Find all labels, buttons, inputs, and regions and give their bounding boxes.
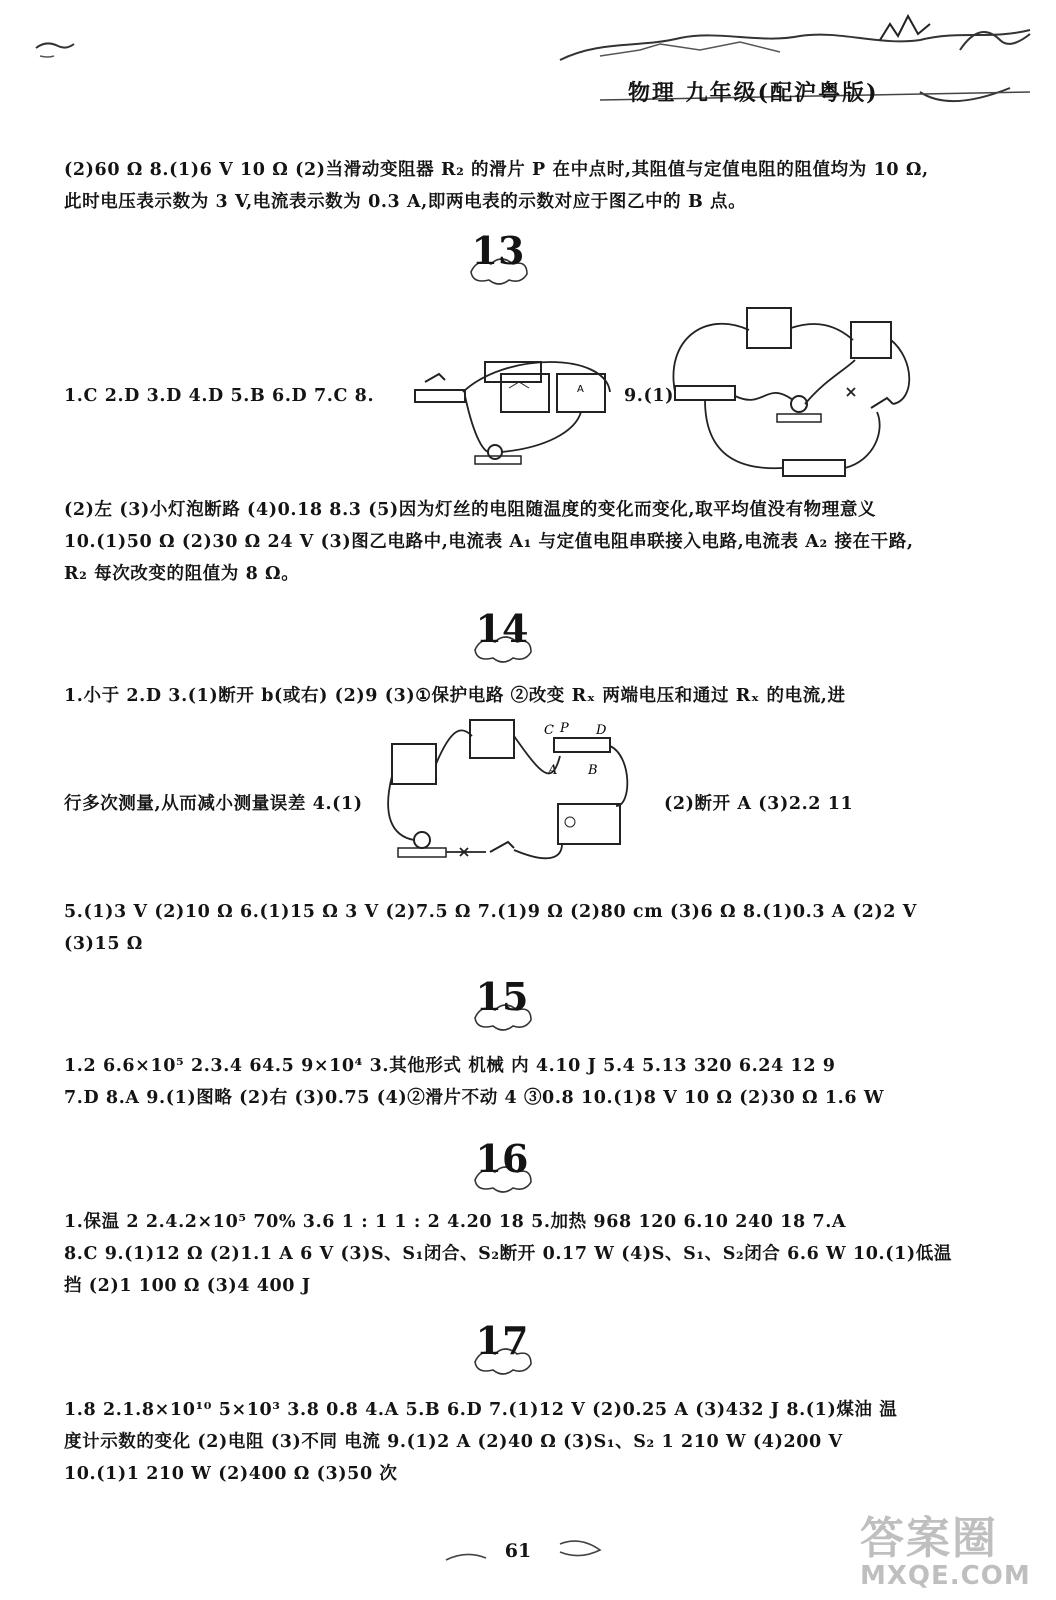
rheostat (675, 386, 735, 400)
bulb (791, 396, 807, 412)
circuit-diagram-q9 (665, 300, 915, 485)
watermark-title: 答案圈 (860, 1513, 998, 1564)
answer-line: 1.8 2.1.8×10¹⁰ 5×10³ 3.8 0.8 4.A 5.B 6.D 7.(1)12 V (2)0.25 A (3)432 J 8.(1)煤油 温 (64, 1400, 898, 1420)
answer-line: 1.保温 2 2.4.2×10⁵ 70% 3.6 1 : 1 1 : 2 4.20 18 5.加热 968 120 6.10 240 18 7.A (64, 1212, 847, 1232)
page-number: 61 (504, 1540, 532, 1562)
answer-line: 度计示数的变化 (2)电阻 (3)不同 电流 9.(1)2 A (2)40 Ω (3)S₁、S₂ 1 210 W (4)200 V (64, 1432, 843, 1452)
answer-line: 9.(1) (624, 386, 675, 406)
answer-line: (3)15 Ω (64, 934, 143, 954)
answer-line: (2)断开 A (3)2.2 11 (664, 794, 854, 814)
bulb (488, 445, 502, 459)
label-p: P (560, 721, 569, 736)
battery-box (485, 362, 541, 382)
bulb (414, 832, 430, 848)
power-supply (558, 804, 620, 844)
answer-line: 10.(1)1 210 W (2)400 Ω (3)50 次 (64, 1464, 398, 1484)
label-c: C (544, 723, 554, 738)
label-b: B (588, 763, 598, 778)
answer-line: 1.2 6.6×10⁵ 2.3.4 64.5 9×10⁴ 3.其他形式 机械 内 4.10 J 5.4 5.13 320 6.24 12 9 (64, 1056, 836, 1076)
answer-line: 8.C 9.(1)12 Ω (2)1.1 A 6 V (3)S、S₁闭合、S₂断开 0.17 W (4)S、S₁、S₂闭合 6.6 W 10.(1)低温 (64, 1244, 952, 1264)
section-number-13: 13 (463, 226, 533, 290)
switch (490, 842, 514, 852)
answer-line: R₂ 每次改变的阻值为 8 Ω。 (64, 564, 300, 584)
answer-line: (2)左 (3)小灯泡断路 (4)0.18 8.3 (5)因为灯丝的电阻随温度的变化而变化,取平均值没有物理意义 (64, 500, 877, 520)
label-d: D (596, 723, 607, 738)
rheostat (554, 738, 610, 752)
header-landscape-decoration (0, 0, 1056, 120)
battery (783, 460, 845, 476)
answer-line: 1.小于 2.D 3.(1)断开 b(或右) (2)9 (3)①保护电路 ②改变 Rₓ 两端电压和通过 Rₓ 的电流,进 (64, 686, 846, 706)
answer-line: 1.C 2.D 3.D 4.D 5.B 6.D 7.C 8. (64, 386, 375, 406)
voltmeter (747, 308, 791, 348)
section-number-15: 15 (467, 972, 537, 1036)
section-number-14: 14 (467, 604, 537, 668)
circuit-diagram-q4 (382, 716, 662, 876)
answer-line: 10.(1)50 Ω (2)30 Ω 24 V (3)图乙电路中,电流表 A₁ 与定值电阻串联接入电路,电流表 A₂ 接在干路, (64, 532, 914, 552)
ammeter (851, 322, 891, 358)
answer-line: 挡 (2)1 100 Ω (3)4 400 J (64, 1276, 311, 1296)
answer-line: 7.D 8.A 9.(1)图略 (2)右 (3)0.75 (4)②滑片不动 4 ③0.8 10.(1)8 V 10 Ω (2)30 Ω 1.6 W (64, 1088, 885, 1108)
header-title: 物理 九年级(配沪粤版) (628, 80, 879, 106)
answer-line: 行多次测量,从而减小测量误差 4.(1) (64, 794, 363, 814)
voltmeter (392, 744, 436, 784)
answer-line: (2)60 Ω 8.(1)6 V 10 Ω (2)当滑动变阻器 R₂ 的滑片 P 在中点时,其阻值与定值电阻的阻值均为 10 Ω, (64, 160, 929, 180)
switch (425, 374, 445, 382)
label-a: A (548, 763, 558, 778)
answer-line: 5.(1)3 V (2)10 Ω 6.(1)15 Ω 3 V (2)7.5 Ω 7.(1)9 Ω (2)80 cm (3)6 Ω 8.(1)0.3 A (2)2 V (64, 902, 917, 922)
ammeter (470, 720, 514, 758)
svg-text:A: A (577, 384, 584, 395)
circuit-diagram-q8 (405, 352, 615, 467)
watermark-url: MXQE.COM (860, 1561, 1031, 1591)
switch (871, 398, 893, 408)
section-number-16: 16 (467, 1134, 537, 1198)
rheostat (415, 390, 465, 402)
section-number-17: 17 (467, 1316, 537, 1380)
answer-line: 此时电压表示数为 3 V,电流表示数为 0.3 A,即两电表的示数对应于图乙中的 B 点。 (64, 192, 747, 212)
watermark (860, 1513, 1031, 1591)
